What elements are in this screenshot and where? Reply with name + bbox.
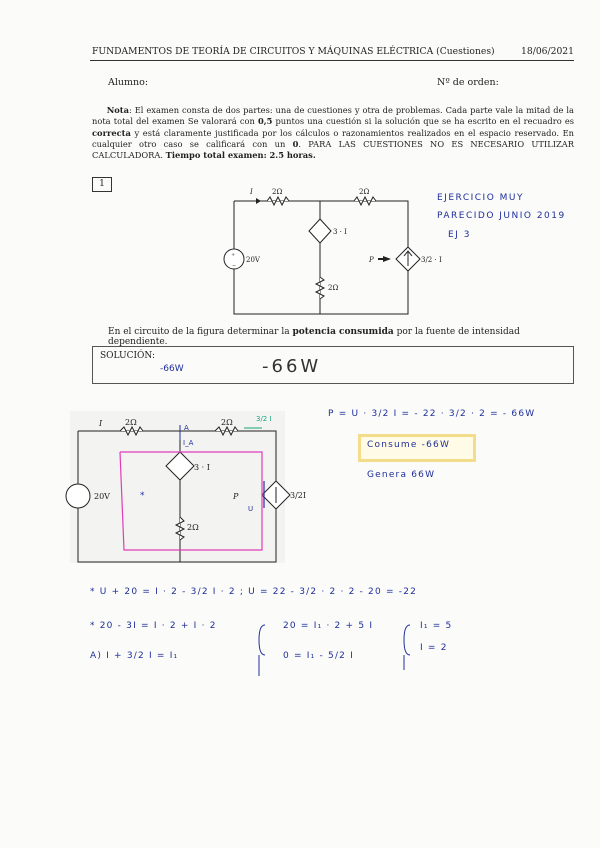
course-title: FUNDAMENTOS DE TEORÍA DE CIRCUITOS Y MÁQUINAS ELÉCTRICA (Cuestiones) xyxy=(92,46,495,57)
photo-dep-source-label: 3 · I xyxy=(194,463,210,472)
question-number: 1 xyxy=(92,177,112,192)
nota-points: 0,5 xyxy=(257,116,273,127)
solution-label: SOLUCIÓN: xyxy=(100,351,156,361)
handwritten-note-line3: EJ 3 xyxy=(448,230,471,240)
power-equation: P = U · 3/2 I = - 22 · 3/2 · 2 = - 66W xyxy=(328,409,536,419)
photo-u-label: U xyxy=(248,505,254,513)
equation-loop: * 20 - 3I = I · 2 + I · 2 xyxy=(90,621,217,631)
exam-date: 18/06/2021 xyxy=(521,46,574,57)
statement-pre: En el circuito de la figura determinar la xyxy=(108,327,293,337)
nota-text-2: puntos una cuestión si la solución que se ha escrito en el recuadro es xyxy=(272,116,574,127)
photo-20v-label: 20V xyxy=(94,492,110,501)
alumno-field: Alumno: xyxy=(108,77,149,88)
handwritten-note-line2: PARECIDO JUNIO 2019 xyxy=(437,211,566,221)
system-result-1: I₁ = 5 xyxy=(420,621,453,631)
plus-sign: + xyxy=(231,252,236,258)
r1-label: 2Ω xyxy=(272,188,283,196)
photo-ia-label: I_A xyxy=(183,439,194,447)
power-label: P xyxy=(369,256,374,264)
bracket-right xyxy=(404,625,410,655)
photo-node-a: A xyxy=(184,424,189,432)
statement-post: por la fuente de intensidad dependiente. xyxy=(108,327,520,347)
r3-label: 2Ω xyxy=(328,284,339,292)
system-result-2: I = 2 xyxy=(420,643,448,653)
handwritten-note-line1: EJERCICIO MUY xyxy=(437,193,525,203)
photo-loop-symbol: * xyxy=(140,491,145,501)
solution-handwritten-small: -66W xyxy=(160,364,184,374)
r2-label: 2Ω xyxy=(359,188,370,196)
nota-label: Nota xyxy=(106,105,130,115)
nota-text-1: : El examen consta de dos partes: una de cuestiones y otra de problemas. Cada parte vale la mitad de la nota total del examen Se valorará con xyxy=(92,105,574,127)
nota-text-4: . PARA LAS CUESTIONES NO ES NECESARIO UTILIZAR CALCULADORA. xyxy=(92,138,574,161)
source-20v-label: 20V xyxy=(246,256,260,264)
photo-power-label: P xyxy=(233,492,239,501)
nota-text-3: y está claramente justificada por los cálculos o razonamientos realizados en el espacio reservado. En cualquier otro caso se calificará con un xyxy=(92,127,574,149)
nota-zero: 0 xyxy=(292,138,299,149)
photo-dep-current-label: 3/2I xyxy=(290,491,307,500)
system-eq-1: 20 = I₁ · 2 + 5 I xyxy=(283,621,374,631)
photo-r2-label: 2Ω xyxy=(221,418,233,427)
orden-field: Nº de orden: xyxy=(437,77,499,88)
equation-star: * U + 20 = I · 2 - 3/2 I · 2 ; U = 22 - 3/2 · 2 · 2 - 20 = -22 xyxy=(90,587,418,597)
photo-r1-label: 2Ω xyxy=(125,418,137,427)
dep-source-label: 3 · I xyxy=(333,228,347,236)
genera-result: Genera 66W xyxy=(367,470,436,480)
photo-current-label: I xyxy=(99,419,103,428)
consume-result: Consume -66W xyxy=(367,440,451,450)
minus-sign: − xyxy=(232,263,237,269)
equation-node: A) I + 3/2 I = I₁ xyxy=(90,651,179,661)
photo-branch-label: 3/2 I xyxy=(256,415,272,423)
nota-total-time: Tiempo total examen: 2.5 horas. xyxy=(165,150,316,161)
dep-current-label: 3/2 · I xyxy=(421,256,442,264)
solution-handwritten-big: -66W xyxy=(262,356,322,377)
nota-correct: correcta xyxy=(92,127,131,138)
photo-r3-label: 2Ω xyxy=(187,523,199,532)
current-label-i: I xyxy=(250,188,253,196)
bracket-left xyxy=(259,625,265,655)
system-eq-2: 0 = I₁ - 5/2 I xyxy=(283,651,355,661)
statement-bold: potencia consumida xyxy=(292,327,394,337)
